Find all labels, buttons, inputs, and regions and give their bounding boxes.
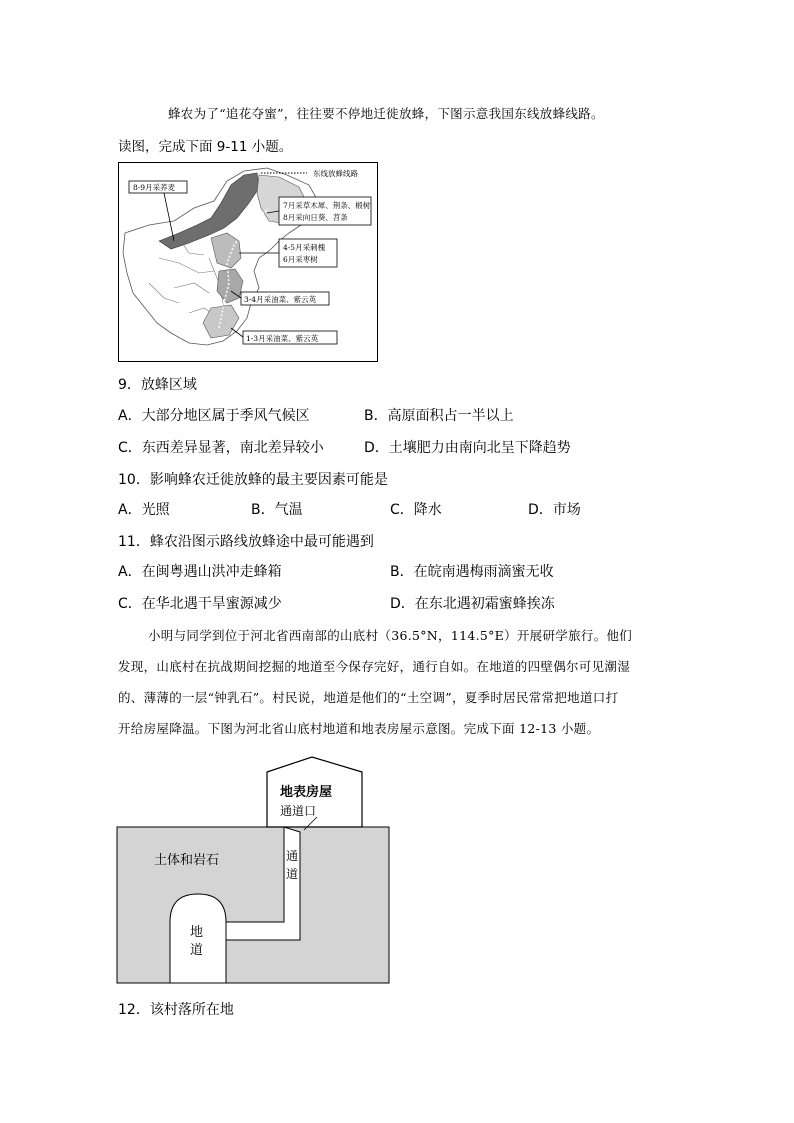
tunnel-label-1: 地 bbox=[190, 925, 204, 940]
ground-block bbox=[117, 827, 389, 983]
tunnel-diagram bbox=[112, 752, 394, 988]
channel-label-1: 通 bbox=[286, 849, 299, 863]
beekeeping-route-map bbox=[118, 162, 378, 362]
passage2-line-1: 小明与同学到位于河北省西南部的山底村（36.5°N，114.5°E）开展研学旅行。他们 bbox=[148, 628, 633, 643]
tunnel-label-2: 道 bbox=[190, 943, 204, 958]
question-10-option-a: A．光照 bbox=[118, 502, 170, 518]
question-11-option-b: B．在皖南遇梅雨滴蜜无收 bbox=[390, 564, 554, 580]
question-10-option-d: D．市场 bbox=[528, 502, 581, 518]
channel-label-2: 道 bbox=[286, 867, 299, 881]
map-label-june: 6月采枣树 bbox=[283, 255, 318, 264]
question-9-option-d: D．土壤肥力由南向北呈下降趋势 bbox=[364, 440, 571, 456]
question-10-option-b: B．气温 bbox=[251, 502, 303, 518]
intro-line-2: 读图，完成下面 9-11 小题。 bbox=[118, 139, 293, 155]
map-legend: 东线放蜂线路 bbox=[313, 169, 358, 178]
map-label-march: 3-4月采油菜、紫云英 bbox=[244, 295, 317, 304]
question-10-option-c: C．降水 bbox=[390, 502, 442, 518]
question-11-option-c: C．在华北遇干旱蜜源减少 bbox=[118, 596, 282, 612]
question-12-stem: 12．该村落所在地 bbox=[118, 1002, 234, 1018]
intro-line-1: 蜂农为了“追花夺蜜”，往往要不停地迁徙放蜂，下图示意我国东线放蜂线路。 bbox=[168, 106, 604, 121]
map-label-april: 4-5月采刺槐 bbox=[283, 243, 326, 252]
question-11-option-d: D．在东北遇初霜蜜蜂挨冻 bbox=[390, 596, 555, 612]
map-label-january: 1-3月采油菜、紫云英 bbox=[246, 334, 319, 343]
entrance-label: 通道口 bbox=[280, 804, 317, 818]
map-label-july: 7月采草木犀、荆条、椴树 bbox=[283, 201, 371, 210]
map-label-buckwheat: 8-9月采荞麦 bbox=[133, 183, 176, 192]
question-9-stem: 9．放蜂区域 bbox=[118, 377, 197, 393]
passage2-line-2: 发现，山底村在抗战期间挖掘的地道至今保存完好，通行自如。在地道的四壁偶尔可见潮湿 bbox=[118, 659, 631, 674]
house-label: 地表房屋 bbox=[280, 785, 333, 800]
map-svg bbox=[119, 163, 377, 361]
question-9-option-c: C．东西差异显著，南北差异较小 bbox=[118, 440, 324, 456]
question-11-option-a: A．在闽粤遇山洪冲走蜂箱 bbox=[118, 564, 282, 580]
passage2-line-3: 的、薄薄的一层“钟乳石”。村民说，地道是他们的“土空调”，夏季时居民常常把地道口打 bbox=[118, 690, 619, 705]
question-10-stem: 10．影响蜂农迁徙放蜂的最主要因素可能是 bbox=[118, 472, 388, 488]
question-9-option-a: A．大部分地区属于季风气候区 bbox=[118, 408, 310, 424]
passage2-line-4: 开给房屋降温。下图为河北省山底村地道和地表房屋示意图。完成下面 12-13 小题。 bbox=[118, 721, 600, 736]
soil-label: 土体和岩石 bbox=[154, 853, 220, 868]
question-11-stem: 11．蜂农沿图示路线放蜂途中最可能遇到 bbox=[118, 534, 374, 550]
question-9-option-b: B．高原面积占一半以上 bbox=[364, 408, 514, 424]
map-label-august: 8月采向日葵、苕条 bbox=[283, 213, 348, 222]
